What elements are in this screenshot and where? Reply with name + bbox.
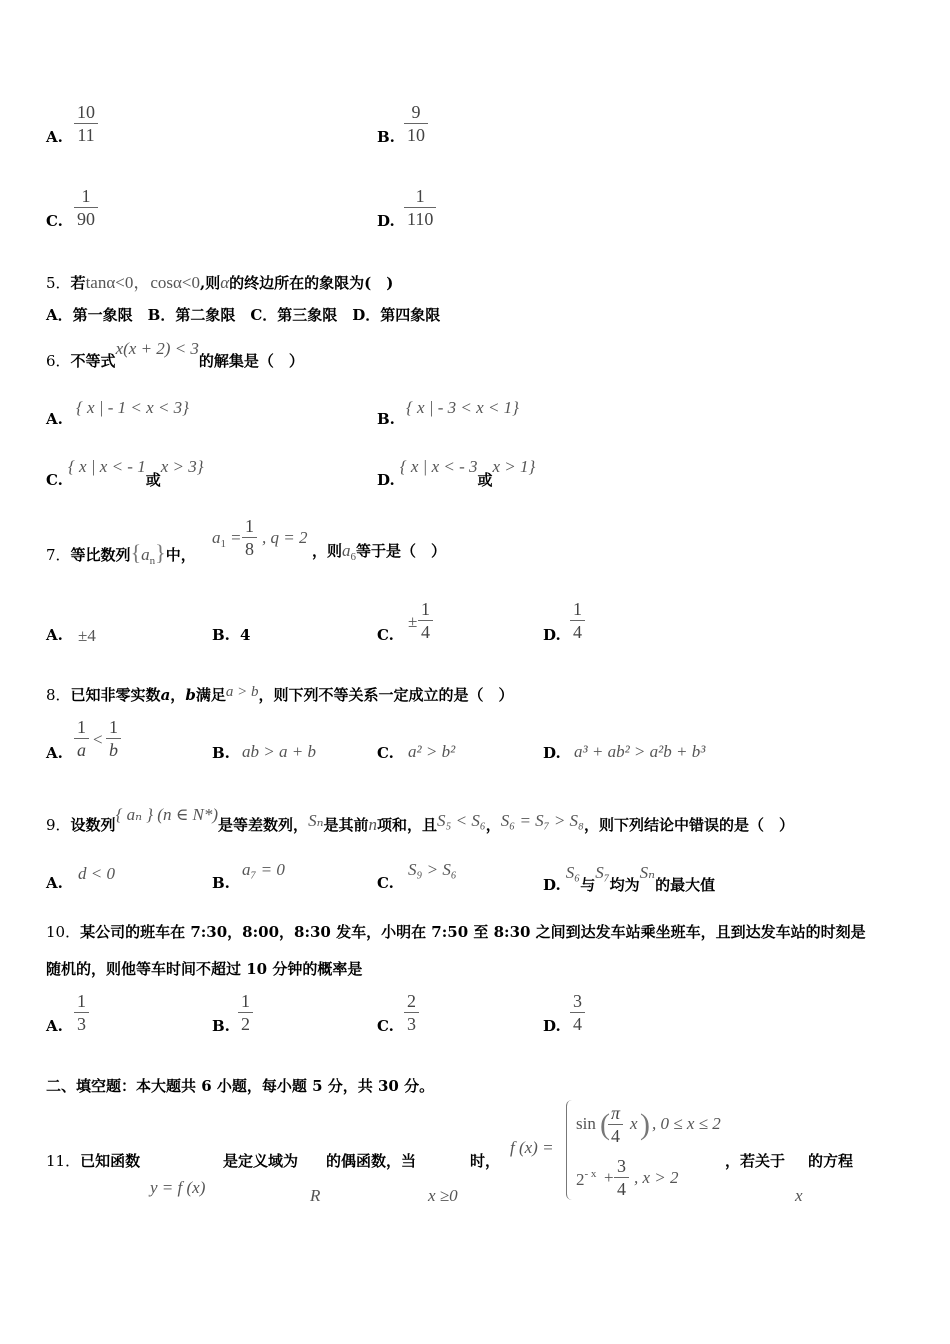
q9-option-d: D. S₆与S₇均为Sₙ的最大值 <box>543 863 716 894</box>
math-inequality: x(x + 2) < 3 <box>115 339 199 358</box>
q10-option-c-label: C. <box>377 1017 394 1035</box>
math-x: x <box>795 1186 803 1205</box>
question-5-stem: 5．若tanα<0，cosα<0,则α的终边所在的象限为( ) <box>46 273 394 292</box>
q7-option-b-value: 4 <box>240 626 251 644</box>
q9-option-a-expr: d < 0 <box>78 864 115 883</box>
question-number: 7． <box>46 546 71 564</box>
q6-option-c: C. { x | x < - 1或x > 3} <box>46 457 204 489</box>
q6-option-b-label: B. <box>377 410 395 428</box>
question-number: 9． <box>46 816 71 834</box>
q8-option-a-frac2: 1 b <box>106 716 121 761</box>
q6-option-a-label: A. <box>46 410 63 428</box>
q10-option-d-fraction: 3 4 <box>570 990 585 1035</box>
q10-option-a-fraction: 1 3 <box>74 990 89 1035</box>
case2-power: $2^{- x}$ <box>576 1168 597 1189</box>
q9-option-a-label: A. <box>46 874 63 892</box>
question-number: 8． <box>46 686 71 704</box>
question-5-options: A．第一象限 B．第二象限 C．第三象限 D．第四象限 <box>46 306 441 324</box>
math-alpha: α <box>220 273 230 292</box>
question-11-stem: 11．已知函数 <box>46 1152 141 1170</box>
q7-option-c-fraction: 1 4 <box>418 598 433 643</box>
piecewise-brace <box>566 1100 575 1200</box>
q9-option-c-label: C. <box>377 874 394 892</box>
q4-option-d-den: 110 <box>407 209 434 229</box>
q6-option-d: D. { x | x < - 3或x > 1} <box>377 457 536 489</box>
q4-option-a-label: A. <box>46 128 63 146</box>
q8-option-d-expr: a³ + ab² > a²b + b³ <box>574 742 706 761</box>
question-9-stem: 9．设数列{ aₙ } (n ∈ N*)是等差数列，Sₙ是其前n项和，且S₅ < S₆，S₆ = S₇ > S₈，则下列结论中错误的是（ ） <box>46 805 794 834</box>
math-y-eq-fx: y = f (x) <box>150 1178 206 1197</box>
q7-condition: $a_1$ = <box>212 528 241 550</box>
question-number: 10． <box>46 923 81 941</box>
question-7-stem: 7．等比数列$\{a_n\}$中， <box>46 540 196 567</box>
q6-option-b-expr: { x | - 3 < x < 1} <box>406 398 519 417</box>
q7-option-c-pm: ± <box>408 612 418 631</box>
section-title-fill-in: 二、填空题：本大题共 6 小题，每小题 5 分，共 30 分。 <box>46 1077 435 1095</box>
q10-option-b-label: B. <box>212 1017 230 1035</box>
q4-option-a-fraction <box>74 101 98 146</box>
question-8-stem: 8．已知非零实数a，b满足a > b，则下列不等关系一定成立的是（ ） <box>46 684 514 704</box>
q8-option-c-expr: a² > b² <box>408 742 456 761</box>
q7-stem-end: ，则$a_6$等于是（ ） <box>312 541 447 563</box>
q4-option-b-label: B. <box>377 128 395 146</box>
q4-option-c-num: 1 <box>81 186 91 206</box>
q9-option-c-expr: S₉ > S₆ <box>408 860 457 879</box>
case1-fraction: π 4 <box>608 1102 623 1147</box>
question-10-line1: 10．某公司的班车在 7:30，8:00，8:30 发车，小明在 7:50 至 8:30 之间到达发车站乘坐班车，且到达发车站的时刻是 <box>46 923 866 941</box>
math-condition: tanα<0，cosα<0 <box>85 273 200 292</box>
q4-option-d-num: 1 <box>415 186 425 206</box>
q8-option-d-label: D. <box>543 744 561 762</box>
question-10-line2: 随机的，则他等车时间不超过 10 分钟的概率是 <box>46 960 363 978</box>
q10-option-a-label: A. <box>46 1017 63 1035</box>
q6-option-a-expr: { x | - 1 < x < 3} <box>76 398 189 417</box>
case2-condition: , x > 2 <box>634 1168 679 1187</box>
q7-option-a-value: ±4 <box>78 626 96 645</box>
q4-option-d-fraction <box>404 185 436 230</box>
q10-option-b-fraction: 1 2 <box>238 990 253 1035</box>
math-x-ge-0: x ≥0 <box>428 1186 458 1205</box>
q4-option-b-fraction <box>404 101 428 146</box>
q8-option-b-expr: ab > a + b <box>242 742 316 761</box>
q4-option-d-label: D. <box>377 212 395 230</box>
question-6-stem: 6．不等式x(x + 2) < 3的解集是（ ） <box>46 339 304 370</box>
math-fx: f (x) = <box>510 1138 554 1157</box>
q8-option-a-label: A. <box>46 744 63 762</box>
q4-option-c-fraction <box>74 185 98 230</box>
q4-option-b-den: 10 <box>407 125 425 145</box>
q9-option-b-label: B. <box>212 874 230 892</box>
math-sequence: { aₙ } (n ∈ N*) <box>115 805 219 824</box>
q7-option-a-label: A. <box>46 626 63 644</box>
q10-option-c-fraction: 2 3 <box>404 990 419 1035</box>
q4-option-b-num: 9 <box>411 102 421 122</box>
question-number: 11． <box>46 1152 81 1170</box>
q8-option-b-label: B. <box>212 744 230 762</box>
q7-option-d-fraction: 1 4 <box>570 598 585 643</box>
math-R: R <box>310 1186 321 1205</box>
question-number: 6． <box>46 352 71 370</box>
q4-option-c-label: C. <box>46 212 63 230</box>
case1-condition: , 0 ≤ x ≤ 2 <box>652 1114 721 1133</box>
case2-fraction: 3 4 <box>614 1155 629 1200</box>
question-number: 5． <box>46 274 71 292</box>
q8-option-a-lt: < <box>93 730 103 749</box>
q4-option-a-den: 11 <box>77 125 95 145</box>
q7-q-value: , q = 2 <box>262 528 308 547</box>
q4-option-c-den: 90 <box>77 209 95 229</box>
q7-option-d-label: D. <box>543 626 561 644</box>
q8-option-a-frac1: 1 a <box>74 716 89 761</box>
q7-option-b-label: B. <box>212 626 230 644</box>
case1-sin: sin <box>576 1114 596 1133</box>
q9-option-b-expr: a₇ = 0 <box>242 860 285 879</box>
q4-option-a-num: 10 <box>77 102 95 122</box>
q7-option-c-label: C. <box>377 626 394 644</box>
q8-option-c-label: C. <box>377 744 394 762</box>
q10-option-d-label: D. <box>543 1017 561 1035</box>
q7-fraction: 1 8 <box>242 515 257 560</box>
